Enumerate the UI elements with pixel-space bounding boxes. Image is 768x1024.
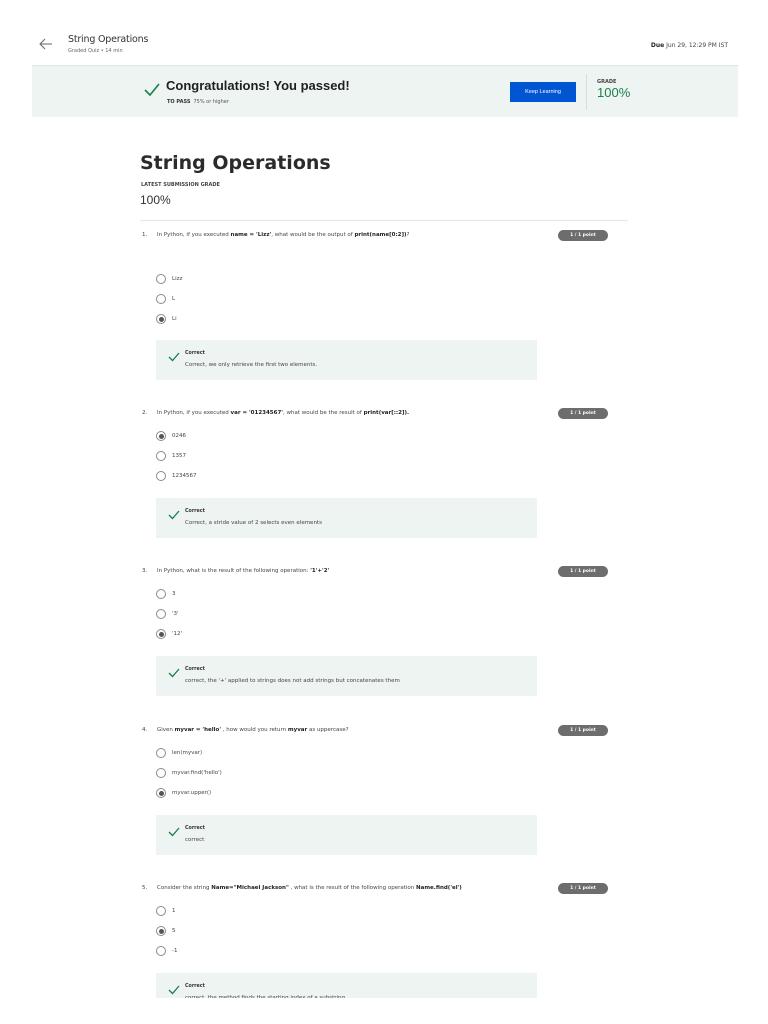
- checkmark-icon: [168, 981, 180, 993]
- points-badge: 1 / 1 point: [558, 230, 608, 241]
- question-2: [140, 408, 610, 578]
- question-4: [140, 725, 610, 895]
- question-code: print(name[0:2]): [354, 232, 407, 238]
- answer-option[interactable]: [156, 470, 197, 482]
- question-header: [140, 566, 610, 580]
- answer-option[interactable]: [156, 628, 182, 640]
- feedback-title: Correct: [185, 667, 205, 672]
- radio-icon[interactable]: [156, 906, 166, 916]
- checkmark-icon: [168, 506, 180, 518]
- question-number: 3.: [142, 568, 148, 574]
- answer-option[interactable]: [156, 905, 176, 917]
- answer-option[interactable]: [156, 787, 211, 799]
- feedback-box: [156, 815, 537, 855]
- answer-option[interactable]: [156, 767, 222, 779]
- checkmark-icon: [168, 664, 180, 676]
- answer-option[interactable]: [156, 273, 182, 285]
- feedback-text: correct, the '+' applied to strings does not add strings but concatenates them: [185, 678, 400, 684]
- checkmark-icon: [168, 823, 180, 835]
- grade-value: 100%: [597, 85, 631, 100]
- question-number: 5.: [142, 885, 148, 891]
- answer-label: Li: [172, 316, 177, 322]
- answer-label: -1: [172, 948, 178, 954]
- answer-option[interactable]: [156, 588, 176, 600]
- radio-selected-icon[interactable]: [156, 314, 166, 324]
- answer-label: '12': [172, 631, 183, 637]
- radio-dot: [159, 434, 164, 439]
- feedback-title: Correct: [185, 984, 205, 989]
- question-text: [157, 232, 409, 238]
- question-text-part: , what is the result of the following operation: [288, 885, 417, 891]
- question-text-part: ?: [406, 232, 410, 238]
- back-arrow-icon[interactable]: [38, 36, 54, 52]
- answer-label: 5: [172, 928, 176, 934]
- radio-selected-icon[interactable]: [156, 926, 166, 936]
- checkmark-icon: [142, 80, 162, 100]
- question-text-part: , how would you return: [221, 727, 288, 733]
- feedback-title: Correct: [185, 826, 205, 831]
- question-text-part: , what would be the output of: [271, 232, 355, 238]
- question-header: [140, 883, 610, 897]
- page-title: String Operations: [140, 152, 331, 174]
- radio-icon[interactable]: [156, 589, 166, 599]
- question-code: print(var[::2]).: [363, 410, 410, 416]
- answer-label: 3: [172, 591, 176, 597]
- answer-label: len(myvar): [172, 750, 203, 756]
- divider: [140, 220, 628, 221]
- question-text: [157, 885, 462, 891]
- banner-title: Congratulations! You passed!: [166, 78, 350, 93]
- feedback-text: correct: [185, 837, 205, 843]
- radio-icon[interactable]: [156, 768, 166, 778]
- latest-grade-label: LATEST SUBMISSION GRADE: [141, 182, 220, 188]
- answer-option[interactable]: [156, 450, 186, 462]
- latest-grade-value: 100%: [140, 193, 171, 207]
- radio-dot: [159, 632, 164, 637]
- question-code: Name="Michael Jackson": [211, 885, 289, 891]
- radio-selected-icon[interactable]: [156, 431, 166, 441]
- answer-label: 1: [172, 908, 176, 914]
- radio-selected-icon[interactable]: [156, 788, 166, 798]
- course-title[interactable]: String Operations: [68, 34, 149, 45]
- feedback-title: Correct: [185, 509, 205, 514]
- radio-selected-icon[interactable]: [156, 629, 166, 639]
- answer-label: 1234567: [172, 473, 197, 479]
- question-text-part: as uppercase?: [307, 727, 349, 733]
- question-text-part: Given: [157, 727, 175, 733]
- course-subtitle: Graded Quiz • 14 min: [68, 48, 123, 54]
- question-text: [157, 727, 349, 733]
- checkmark-icon: [168, 348, 180, 360]
- question-number: 2.: [142, 410, 148, 416]
- answer-option[interactable]: [156, 293, 175, 305]
- question-1: [140, 230, 610, 400]
- answer-label: 1357: [172, 453, 186, 459]
- question-text-part: In Python, if you executed: [157, 410, 231, 416]
- to-pass-info: [167, 99, 229, 105]
- radio-dot: [159, 791, 164, 796]
- radio-icon[interactable]: [156, 451, 166, 461]
- pass-banner: [32, 65, 738, 117]
- points-badge: 1 / 1 point: [558, 725, 608, 736]
- answer-label: L: [172, 296, 176, 302]
- due-date: [651, 42, 728, 49]
- question-header: [140, 408, 610, 422]
- feedback-title: Correct: [185, 351, 205, 356]
- question-code: myvar = 'hello': [174, 727, 221, 733]
- answer-option[interactable]: [156, 747, 202, 759]
- points-badge: 1 / 1 point: [558, 408, 608, 419]
- feedback-box: [156, 498, 537, 538]
- radio-icon[interactable]: [156, 294, 166, 304]
- question-code: myvar: [287, 727, 308, 733]
- radio-dot: [159, 929, 164, 934]
- grade-label: GRADE: [597, 79, 617, 85]
- to-pass-label: TO PASS: [167, 99, 191, 105]
- question-code: Name.find('el'): [416, 885, 462, 891]
- feedback-text: Correct, a stride value of 2 selects even elements: [185, 520, 322, 526]
- answer-option[interactable]: [156, 430, 186, 442]
- due-label: Due: [650, 42, 665, 49]
- question-code: name = 'Lizz': [230, 232, 272, 238]
- question-code: var = '01234567': [230, 410, 283, 416]
- points-badge: 1 / 1 point: [558, 566, 608, 577]
- question-text-part: , what would be the result of: [282, 410, 364, 416]
- answer-option[interactable]: [156, 608, 179, 620]
- question-text: [157, 568, 329, 574]
- question-header: [140, 725, 610, 739]
- question-header: [140, 230, 610, 244]
- radio-icon[interactable]: [156, 946, 166, 956]
- points-badge: 1 / 1 point: [558, 883, 608, 894]
- page-bottom: [0, 998, 768, 1024]
- answer-label: '3': [172, 611, 179, 617]
- question-text-part: Consider the string: [157, 885, 212, 891]
- question-text-part: In Python, what is the result of the following operation:: [157, 568, 311, 574]
- answer-label: myvar.upper(): [172, 790, 212, 796]
- due-value: Jun 29, 12:29 PM IST: [666, 42, 728, 49]
- to-pass-value: 75% or higher: [193, 99, 229, 105]
- radio-dot: [159, 317, 164, 322]
- question-3: [140, 566, 610, 736]
- radio-icon[interactable]: [156, 274, 166, 284]
- answer-option[interactable]: [156, 925, 176, 937]
- feedback-box: [156, 656, 537, 696]
- answer-label: myvar.find('hello'): [172, 770, 222, 776]
- radio-icon[interactable]: [156, 609, 166, 619]
- question-text: [157, 410, 409, 416]
- feedback-text: Correct, we only retrieve the first two elements.: [185, 362, 318, 368]
- question-number: 1.: [142, 232, 148, 238]
- grade-box: [586, 74, 630, 110]
- question-code: '1'+'2': [310, 568, 330, 574]
- radio-icon[interactable]: [156, 471, 166, 481]
- top-bar: [0, 0, 768, 64]
- answer-option[interactable]: [156, 945, 177, 957]
- question-number: 4.: [142, 727, 148, 733]
- answer-label: Lizz: [172, 276, 183, 282]
- feedback-box: [156, 340, 537, 380]
- radio-icon[interactable]: [156, 748, 166, 758]
- question-text-part: In Python, if you executed: [157, 232, 231, 238]
- answer-label: 0246: [172, 433, 186, 439]
- answer-option[interactable]: [156, 313, 177, 325]
- keep-learning-button[interactable]: Keep Learning: [510, 82, 576, 102]
